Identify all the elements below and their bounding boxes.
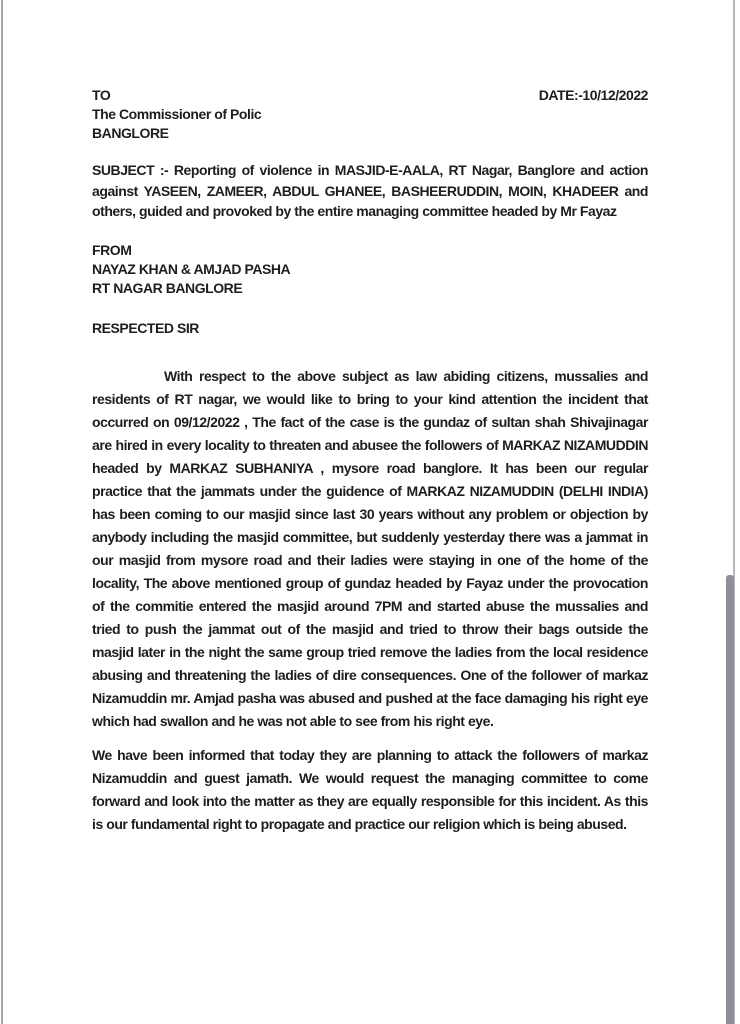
salutation: RESPECTED SIR [92, 319, 199, 336]
to-label: TO [92, 87, 111, 103]
letter-header-row [92, 86, 648, 105]
from-label: FROM [92, 241, 132, 258]
sender-names: NAYAZ KHAN & AMJAD PASHA [92, 260, 291, 277]
subject-paragraph: SUBJECT :- Reporting of violence in MASJID-E-AALA, RT Nagar, Banglore and action against YASEEN, ZAMEER, ABDUL GHANEE, BASHEERUDDIN, MOIN, KHADEER and others, guided and provoked by the entire managing committee headed by Mr Fayaz [92, 162, 648, 219]
letter-document [92, 86, 648, 836]
scrollbar-thumb[interactable] [726, 575, 734, 1024]
sender-address: RT NAGAR BANGLORE [92, 279, 243, 296]
date-value: DATE:-10/12/2022 [538, 87, 648, 103]
body-paragraph-2: We have been informed that today they are planning to attack the followers of markaz Nizamuddin and guest jamath. We would request the managing committee to come forward and look into the matter as they are equally responsible for this incident. As this is our fundamental right to propagate and practice our religion which is being abused. [92, 746, 648, 832]
body-paragraph-1: With respect to the above subject as law abiding citizens, mussalies and residents of RT nagar, we would like to bring to your kind attention the incident that occurred on 09/12/2022 , The fact of the case is the gundaz of sultan shah Shivajinagar are hired in every locality to threaten and abusee the followers of MARKAZ NIZAMUDDIN headed by MARKAZ SUBHANIYA , mysore road banglore. It has been our regular practice that the jammats under the guidence of MARKAZ NIZAMUDDIN (DELHI INDIA) has been coming to our masjid since last 30 years without any problem or objection by anybody including the masjid committee, but suddenly yesterday there was a jammat in our masjid from mysore road and their ladies were staying in one of the home of the locality, The above mentioned group of gundaz headed by Fayaz under the provocation of the commitie entered the masjid around 7PM and started abuse the mussalies and tried to push the jammat out of the masjid and tried to throw their bags outside the masjid later in the night the same group tried remove the ladies from the local residence abusing and threatening the ladies of dire consequences. One of the follower of markaz Nizamuddin mr. Amjad pasha was abused and pushed at the face damaging his right eye which had swallon and he was not able to see from his right eye. [92, 367, 648, 729]
from-block [92, 241, 648, 298]
page-left-edge-line [1, 0, 3, 1024]
recipient-city: BANGLORE [92, 125, 169, 141]
recipient-title: The Commissioner of Polic [92, 106, 262, 122]
